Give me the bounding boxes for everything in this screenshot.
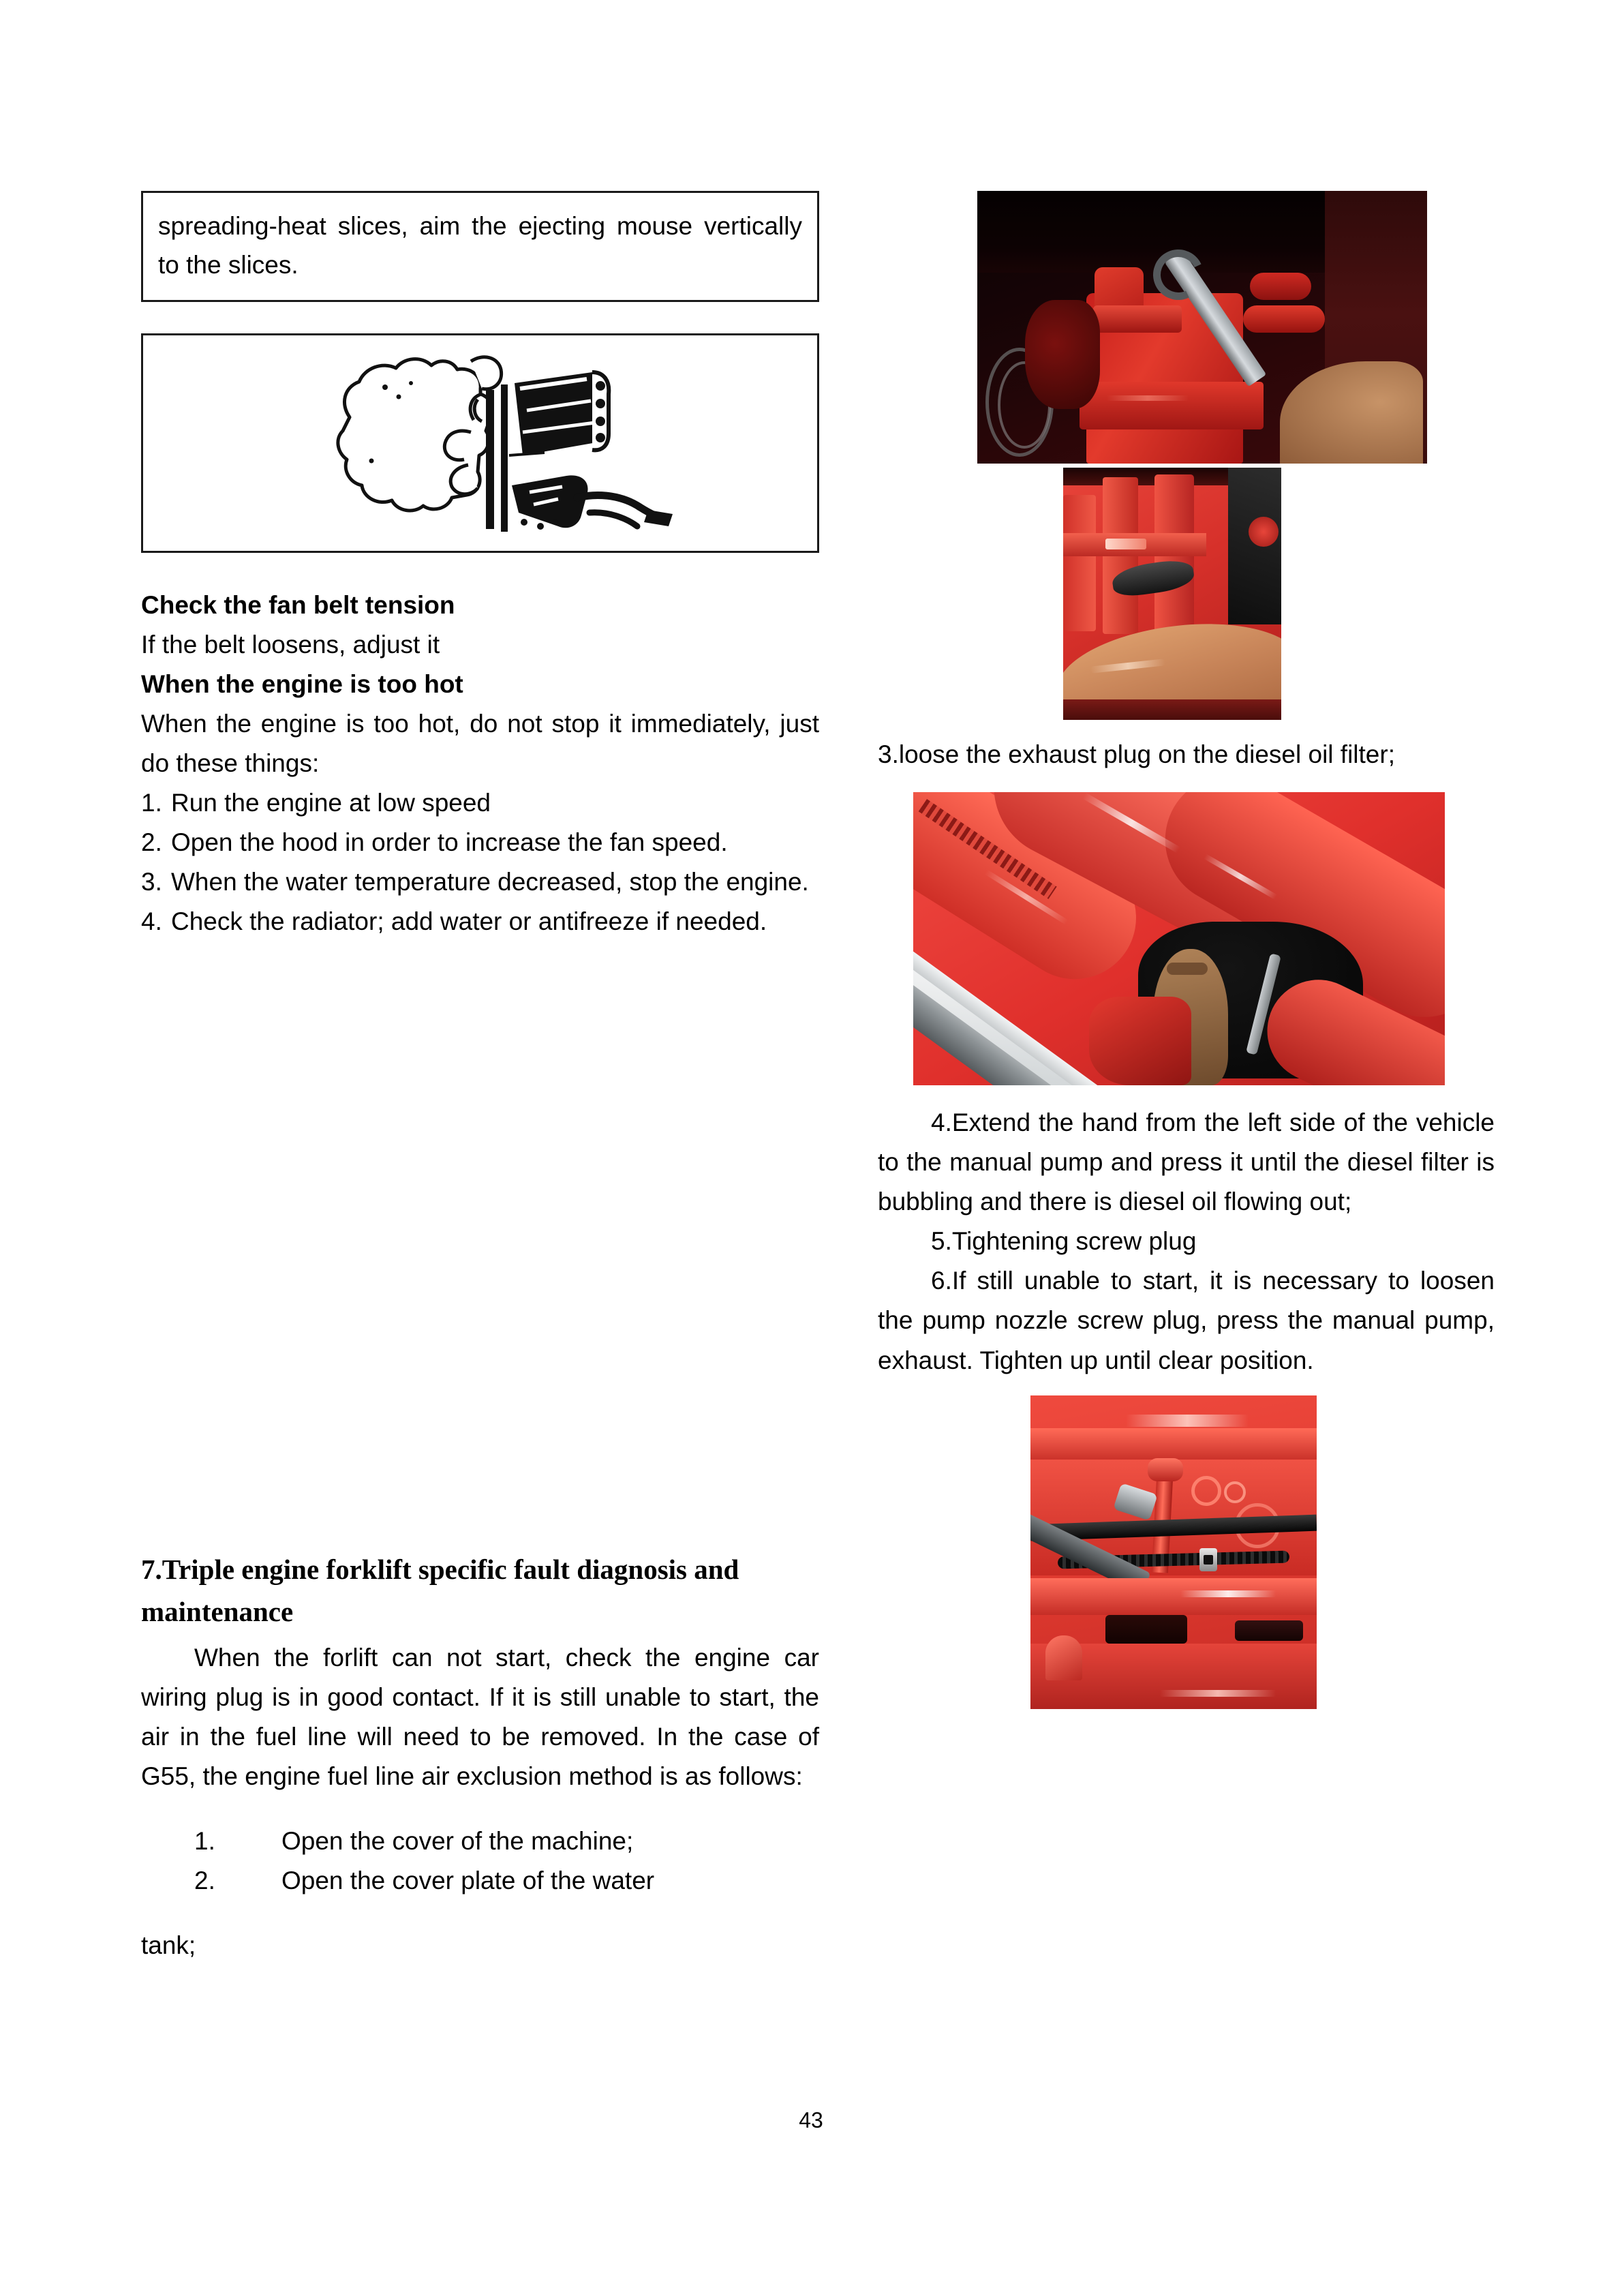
step-3-text: 3.loose the exhaust plug on the diesel oil filter;: [878, 740, 1395, 768]
manual-pump-hand-photo: [913, 792, 1445, 1085]
list-item: [141, 783, 819, 823]
heading-check-fan-belt: Check the fan belt tension: [141, 590, 455, 619]
fuel-line-steps-list: [141, 1822, 819, 1901]
line-belt-loosens: If the belt loosens, adjust it: [141, 630, 440, 659]
list-item-number: 1.: [194, 1827, 215, 1856]
screw-plug-wrench-photo: [1030, 1395, 1317, 1709]
list-item-number: 3.: [141, 868, 162, 896]
list-item-number: 2.: [194, 1867, 215, 1895]
para-engine-too-hot: When the engine is too hot, do not stop it immediately, just do these things:: [141, 709, 819, 777]
list-item: [141, 1861, 819, 1901]
page-number: 43: [799, 2108, 823, 2132]
fan-belt-block: [141, 586, 819, 783]
list-item-text: Run the engine at low speed: [171, 789, 491, 817]
engine-wrench-photo: [977, 191, 1427, 464]
list-item: [141, 902, 819, 941]
list-item-number: 4.: [141, 907, 162, 936]
figure-box-fan-radiator: [141, 333, 819, 553]
engine-hot-steps-list: [141, 783, 819, 941]
list-item-number: 2.: [141, 828, 162, 857]
heading-engine-too-hot: When the engine is too hot: [141, 669, 463, 698]
section-heading: 7.Triple engine forklift specific fault diagnosis and maintenance: [141, 1554, 739, 1627]
step-4-text: 4.Extend the hand from the left side of the vehicle to the manual pump and press it until the diesel filter is bubbling and there is diesel oil flowing out;: [878, 1108, 1495, 1216]
list-item: [141, 862, 819, 902]
list-item: [141, 823, 819, 862]
list-item-text: Open the hood in order to increase the fan speed.: [171, 828, 728, 857]
step-5-text: 5.Tightening screw plug: [931, 1227, 1197, 1256]
list-item-text: Check the radiator; add water or antifreeze if needed.: [171, 907, 767, 936]
list-item-text: Open the cover of the machine;: [281, 1827, 634, 1856]
section-paragraph: When the forlift can not start, check the engine car wiring plug is in good contact. If it is still unable to start, the air in the fuel line will need to be removed. In the case of G55, the engine fuel line air exclusion method is as follows:: [141, 1644, 819, 1791]
list-item: [141, 1822, 819, 1861]
fuel-line-steps-continuation: tank;: [141, 1931, 196, 1960]
list-item-number: 1.: [141, 789, 162, 817]
note-box: [141, 191, 819, 302]
list-item-text: Open the cover plate of the water: [281, 1867, 655, 1895]
note-box-text: spreading-heat slices, aim the ejecting mouse vertically to the slices.: [158, 212, 802, 280]
section-7-block: [141, 1549, 819, 1991]
left-column: [141, 191, 819, 941]
list-item-text: When the water temperature decreased, stop the engine.: [171, 868, 809, 896]
right-column: [878, 191, 1495, 1709]
engine-block-hose-photo: [1063, 468, 1281, 720]
fan-radiator-line-drawing-icon: [269, 352, 692, 534]
step-6-text: 6.If still unable to start, it is necessary to loosen the pump nozzle screw plug, press the manual pump, exhaust. Tighten up until clear position.: [878, 1267, 1495, 1374]
